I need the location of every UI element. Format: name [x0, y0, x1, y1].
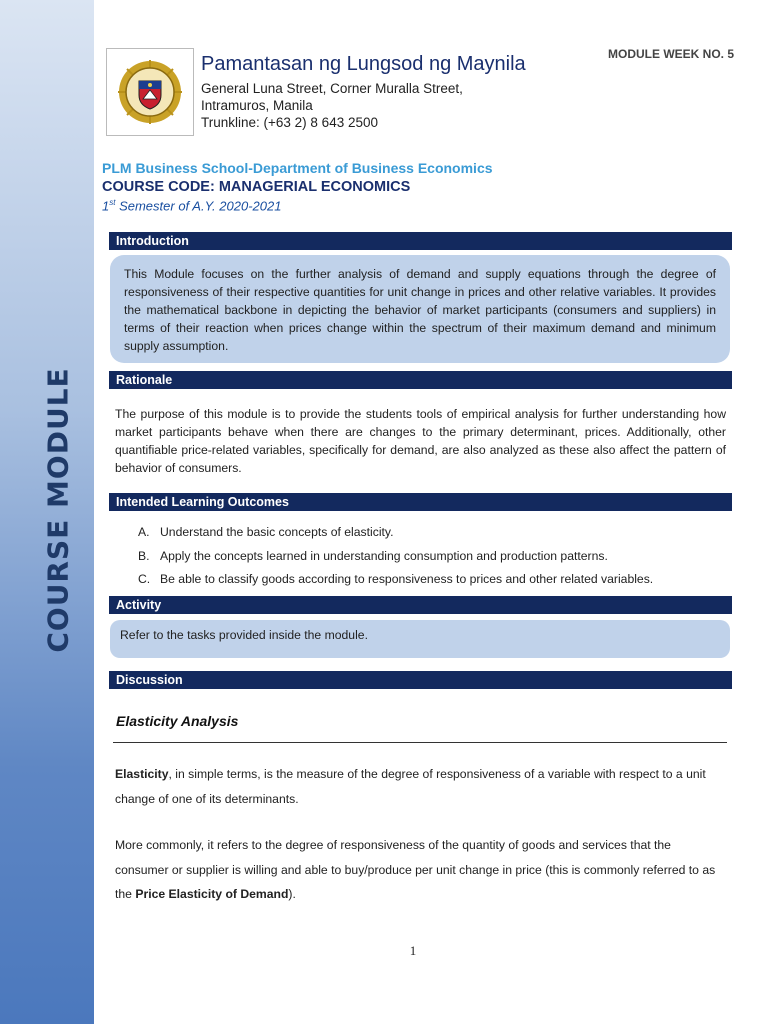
rationale-header: Rationale: [109, 371, 732, 389]
introduction-header: Introduction: [109, 232, 732, 250]
module-week-label: MODULE WEEK NO. 5: [607, 47, 734, 61]
address-line-2: Intramuros, Manila: [201, 98, 313, 113]
department-name: PLM Business School-Department of Business Economics: [102, 160, 493, 176]
semester-label: 1st Semester of A.Y. 2020-2021: [102, 198, 282, 214]
page-number: 1: [409, 943, 417, 958]
course-code: COURSE CODE: MANAGERIAL ECONOMICS: [102, 179, 411, 195]
introduction-text: This Module focuses on the further analysis of demand and supply equations through the degree of responsiveness of their respective quantities for unit change in prices and other relative variables. It provides the mathematical backbone in depicting the behavior of market participants (consumers and suppliers) in terms of their reaction when prices change within the spectrum of their maximum demand and minimum supply assumption.: [124, 267, 716, 353]
list-item: B. Apply the concepts learned in understanding consumption and production patterns.: [138, 548, 608, 563]
rationale-text: The purpose of this module is to provide the students tools of empirical analysis for further understanding how market participants behave when there are changes to the primary determinant, prices. Additionally, other quantifiable price-related variables, specifically for demand, are also analyzed as these also affect the pattern of behavior of consumers.: [115, 407, 726, 475]
address-line-1: General Luna Street, Corner Muralla Street,: [201, 81, 463, 96]
outcomes-header: Intended Learning Outcomes: [109, 493, 732, 511]
activity-text: Refer to the tasks provided inside the module.: [120, 628, 368, 642]
sidebar-title: COURSE MODULE: [41, 367, 75, 653]
activity-box: [110, 620, 730, 658]
activity-header: Activity: [109, 596, 732, 614]
divider: [113, 742, 727, 743]
list-item: A. Understand the basic concepts of elasticity.: [138, 525, 394, 539]
discussion-subtitle: Elasticity Analysis: [116, 713, 239, 729]
paragraph-price-elasticity: More commonly, it refers to the degree of responsiveness of the quantity of goods and services that the consumer or supplier is willing and able to buy/produce per unit change in price (this is commonly referred to as the Price Elasticity of Demand).: [115, 838, 716, 901]
university-seal-icon: [117, 59, 183, 125]
university-logo: [106, 48, 194, 136]
list-item: C. Be able to classify goods according to responsiveness to prices and other related variables.: [138, 572, 654, 586]
discussion-header: Discussion: [109, 671, 732, 689]
outcomes-list: [138, 525, 728, 596]
trunkline: Trunkline: (+63 2) 8 643 2500: [201, 115, 378, 130]
sidebar-band: [0, 0, 94, 1024]
paragraph-elasticity: Elasticity, in simple terms, is the measure of the degree of responsiveness of a variable with respect to a unit change of one of its determinants.: [115, 767, 706, 806]
university-name: Pamantasan ng Lungsod ng Maynila: [201, 53, 526, 75]
introduction-box: [110, 255, 730, 363]
